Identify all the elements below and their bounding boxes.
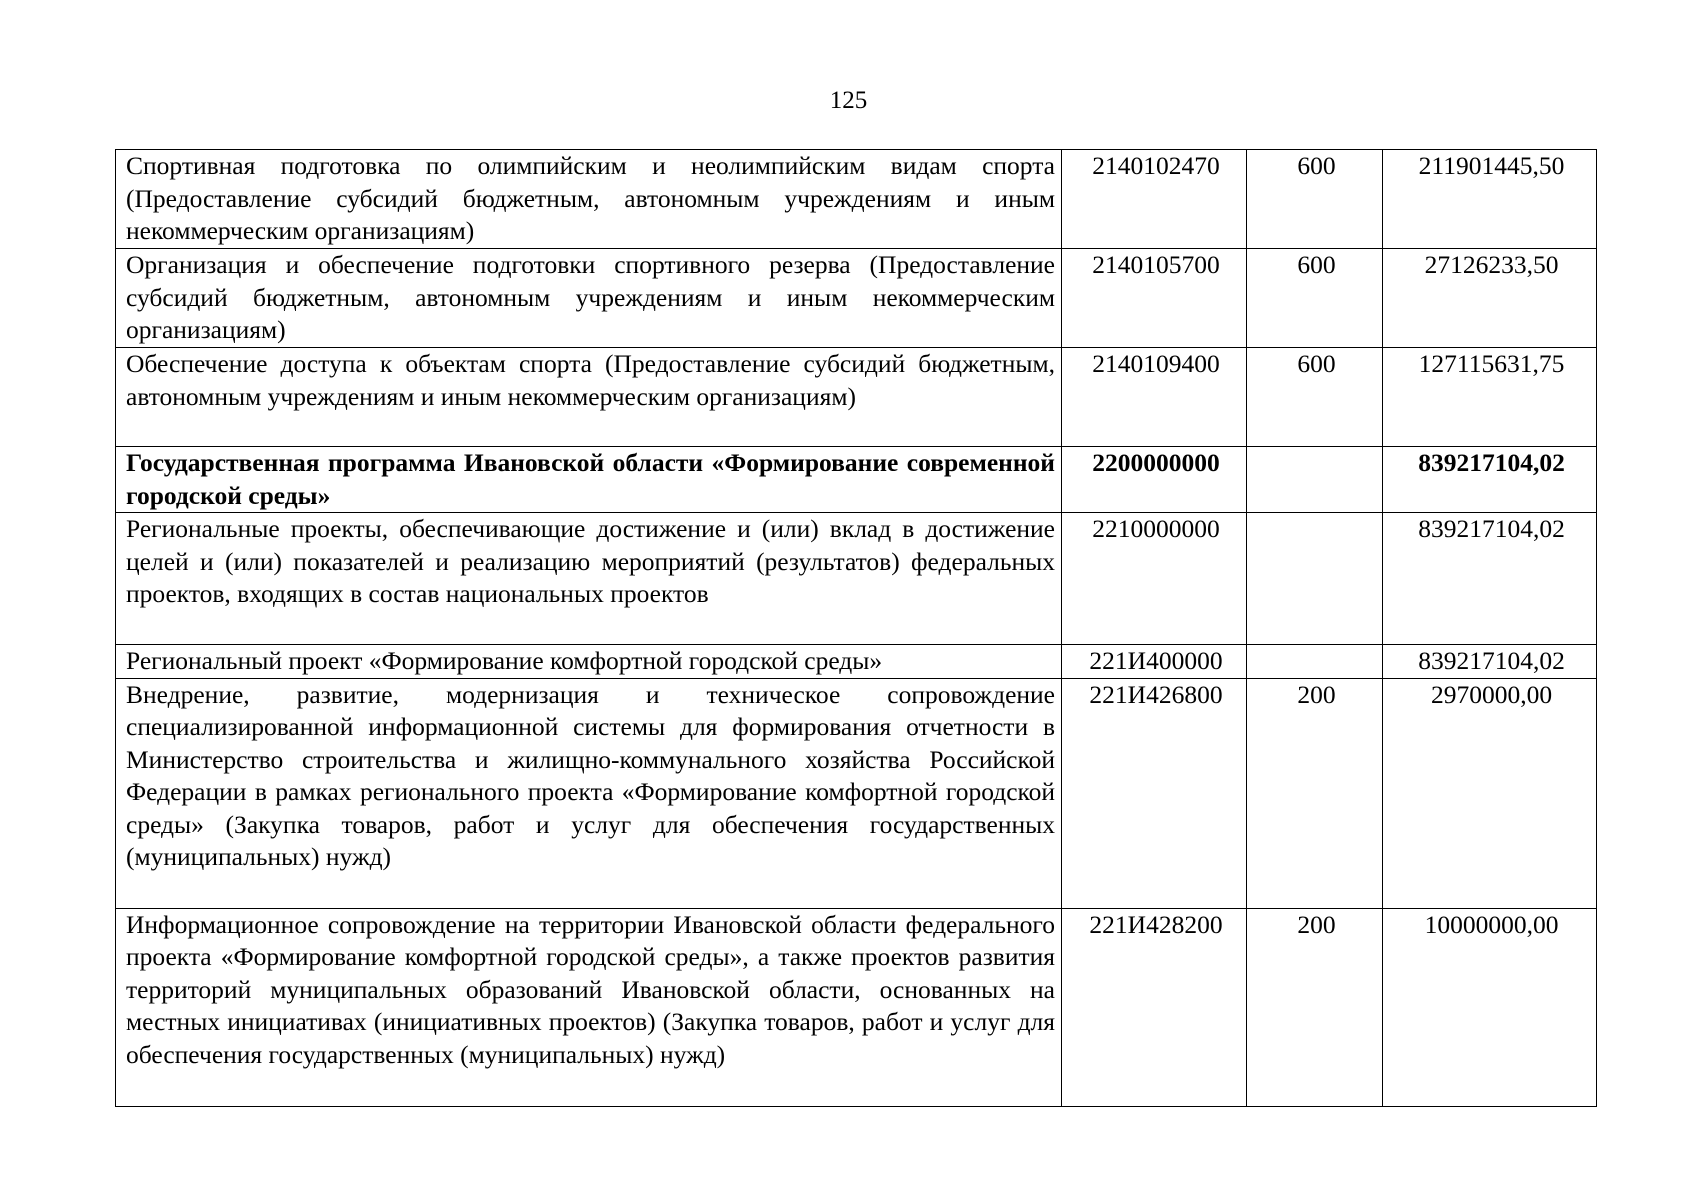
table-row: [116, 513, 1597, 645]
table-row: [116, 645, 1597, 679]
row-expense-type: [1247, 645, 1383, 679]
row-expense-type: 200: [1247, 678, 1383, 908]
row-name: Государственная программа Ивановской области «Формирование современной городской среды»: [116, 447, 1062, 513]
row-code: 221И400000: [1062, 645, 1247, 679]
row-name: Информационное сопровождение на территории Ивановской области федерального проекта «Формирование комфортной городской среды», а также проектов развития территорий муниципальных образований Ивановской области, основанных на местных инициативах (инициативных проектов) (Закупка товаров, работ и услуг для обеспечения государственных (муниципальных) нужд): [116, 908, 1062, 1106]
row-name: Организация и обеспечение подготовки спортивного резерва (Предоставление субсидий бюджетным, автономным учреждениям и иным некоммерческим организациям): [116, 249, 1062, 348]
row-name: Региональные проекты, обеспечивающие достижение и (или) вклад в достижение целей и (или) показателей и реализацию мероприятий (результатов) федеральных проектов, входящих в состав национальных проектов: [116, 513, 1062, 645]
row-code: 221И426800: [1062, 678, 1247, 908]
row-amount: 211901445,50: [1383, 150, 1597, 249]
row-expense-type: 600: [1247, 348, 1383, 447]
row-expense-type: 200: [1247, 908, 1383, 1106]
row-amount: 839217104,02: [1383, 447, 1597, 513]
row-name: Обеспечение доступа к объектам спорта (Предоставление субсидий бюджетным, автономным учреждениям и иным некоммерческим организациям): [116, 348, 1062, 447]
table-row: [116, 678, 1597, 908]
row-expense-type: [1247, 513, 1383, 645]
table-row: [116, 150, 1597, 249]
row-code: 2140105700: [1062, 249, 1247, 348]
row-name: Спортивная подготовка по олимпийским и неолимпийским видам спорта (Предоставление субсидий бюджетным, автономным учреждениям и иным некоммерческим организациям): [116, 150, 1062, 249]
page-number: 125: [829, 87, 868, 114]
row-code: 2140102470: [1062, 150, 1247, 249]
table-row: [116, 249, 1597, 348]
row-code: 2200000000: [1062, 447, 1247, 513]
table-row: [116, 908, 1597, 1106]
row-name: Региональный проект «Формирование комфортной городской среды»: [116, 645, 1062, 679]
table-row: [116, 447, 1597, 513]
row-code: 2210000000: [1062, 513, 1247, 645]
row-name: Внедрение, развитие, модернизация и техническое сопровождение специализированной информационной системы для формирования отчетности в Министерство строительства и жилищно-коммунального хозяйства Российской Федерации в рамках регионального проекта «Формирование комфортной городской среды» (Закупка товаров, работ и услуг для обеспечения государственных (муниципальных) нужд): [116, 678, 1062, 908]
row-amount: 2970000,00: [1383, 678, 1597, 908]
row-amount: 127115631,75: [1383, 348, 1597, 447]
budget-table: [115, 149, 1597, 1107]
row-code: 221И428200: [1062, 908, 1247, 1106]
row-amount: 27126233,50: [1383, 249, 1597, 348]
row-amount: 839217104,02: [1383, 645, 1597, 679]
row-expense-type: 600: [1247, 150, 1383, 249]
table-row: [116, 348, 1597, 447]
row-expense-type: [1247, 447, 1383, 513]
row-amount: 10000000,00: [1383, 908, 1597, 1106]
row-amount: 839217104,02: [1383, 513, 1597, 645]
row-code: 2140109400: [1062, 348, 1247, 447]
row-expense-type: 600: [1247, 249, 1383, 348]
